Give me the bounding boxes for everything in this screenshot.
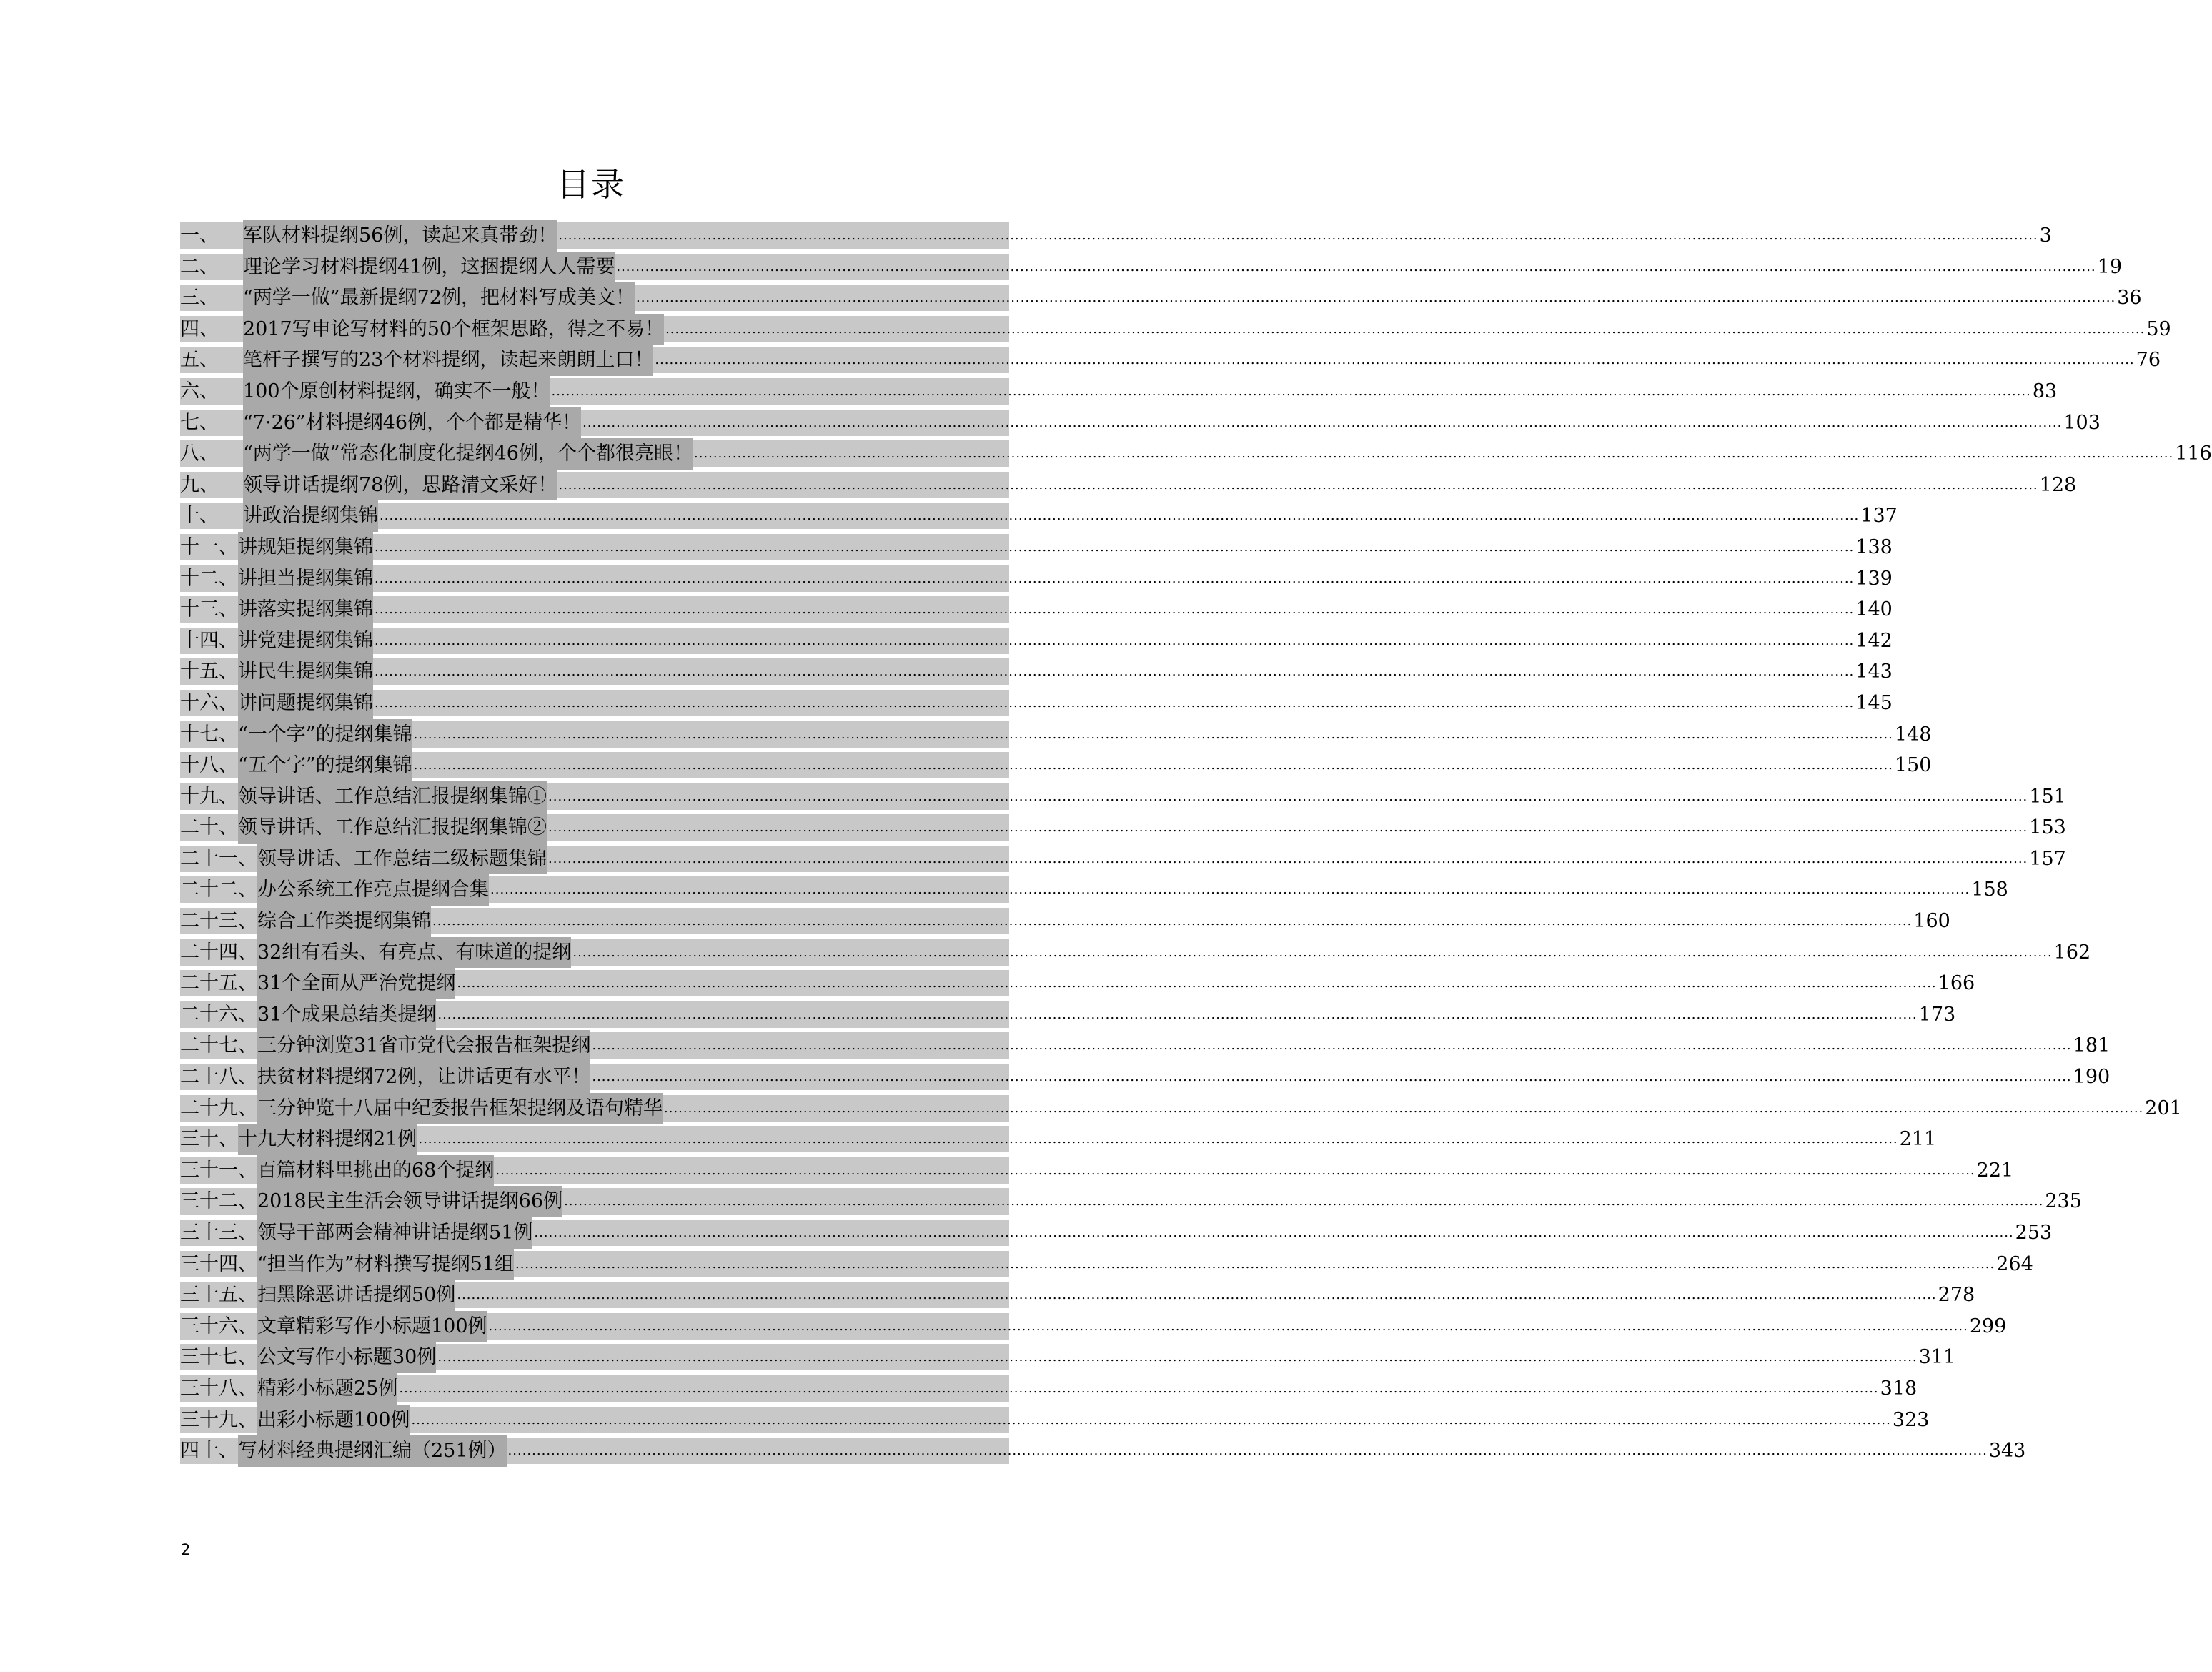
toc-entry-title[interactable]: 精彩小标题25例 xyxy=(257,1373,397,1405)
toc-entry-number: 三、 xyxy=(180,287,219,310)
toc-entry-title[interactable]: 理论学习材料提纲41例，这捆提纲人人需要 xyxy=(243,252,615,283)
toc-entry-title[interactable]: 文章精彩写作小标题100例 xyxy=(257,1311,487,1342)
toc-entry[interactable] xyxy=(180,1249,2033,1280)
toc-entry-page-number[interactable]: 140 xyxy=(1855,598,1893,621)
toc-entry-line xyxy=(180,500,1898,532)
toc-dot-leader xyxy=(515,1249,1995,1280)
toc-entry-number: 二十九、 xyxy=(180,1097,257,1119)
toc-entry-number: 九、 xyxy=(180,473,219,496)
toc-entry-line xyxy=(180,906,1950,937)
toc-dot-leader xyxy=(558,470,2038,501)
toc-entry-line xyxy=(180,1093,2182,1124)
toc-entry[interactable] xyxy=(180,220,2052,252)
toc-entry-number: 二十七、 xyxy=(180,1034,257,1057)
toc-entry-line xyxy=(180,812,2066,844)
toc-entry-number: 十五、 xyxy=(180,661,238,683)
toc-entry-title[interactable]: 十九大材料提纲21例 xyxy=(238,1124,417,1155)
toc-entry-title[interactable]: 32组有看头、有亮点、有味道的提纲 xyxy=(257,937,571,969)
toc-entry-line xyxy=(180,656,1893,688)
toc-entry-number: 三十九、 xyxy=(180,1408,257,1431)
toc-entry-title[interactable]: 讲党建提纲集锦 xyxy=(238,625,373,657)
toc-entry[interactable] xyxy=(180,1093,2182,1124)
toc-entry-line xyxy=(180,1249,2033,1280)
toc-dot-leader xyxy=(457,1280,1936,1311)
toc-dot-leader xyxy=(399,1373,1878,1405)
toc-entry-page-number[interactable]: 235 xyxy=(2045,1190,2082,1213)
toc-entry-title[interactable]: 办公系统工作亮点提纲合集 xyxy=(257,874,489,906)
toc-entry-number: 一、 xyxy=(180,224,219,247)
toc-entry-line xyxy=(180,1405,1930,1436)
toc-entry-line xyxy=(180,314,2171,345)
toc-entry-number: 五、 xyxy=(180,349,219,372)
toc-entry-number: 二十四、 xyxy=(180,941,257,964)
toc-entry-title[interactable]: 公文写作小标题30例 xyxy=(257,1342,436,1373)
toc-dot-leader xyxy=(534,1217,2013,1249)
toc-dot-leader xyxy=(592,1030,2071,1062)
toc-dot-leader xyxy=(616,252,2096,283)
toc-entry-line xyxy=(180,874,2008,906)
toc-dot-leader xyxy=(437,999,1917,1031)
toc-entry-page-number[interactable]: 162 xyxy=(2053,941,2091,964)
toc-entry-line xyxy=(180,999,1956,1031)
toc-entry[interactable] xyxy=(180,407,2101,439)
toc-entry[interactable] xyxy=(180,282,2142,314)
toc-dot-leader xyxy=(664,1093,2143,1124)
toc-entry-title[interactable]: 31个全面从严治党提纲 xyxy=(257,968,455,999)
toc-entry-line xyxy=(180,252,2122,283)
toc-entry-number: 三十八、 xyxy=(180,1377,257,1400)
toc-entry-page-number[interactable]: 190 xyxy=(2073,1066,2111,1089)
toc-entry-number: 十四、 xyxy=(180,629,238,652)
toc-entry-number: 二十二、 xyxy=(180,879,257,901)
toc-dot-leader xyxy=(437,1342,1917,1373)
footer-page-number: 2 xyxy=(181,1541,191,1558)
toc-dot-leader xyxy=(414,719,1893,751)
toc-entry-number: 三十五、 xyxy=(180,1284,257,1307)
toc-entry[interactable] xyxy=(180,656,1893,688)
toc-dot-leader xyxy=(548,812,2028,844)
toc-entry-page-number[interactable]: 138 xyxy=(1855,535,1893,558)
toc-entry-line xyxy=(180,750,1932,781)
toc-entry[interactable] xyxy=(180,1155,2014,1187)
toc-entry[interactable] xyxy=(180,438,2212,470)
toc-dot-leader xyxy=(375,656,1854,688)
toc-entry-page-number[interactable]: 36 xyxy=(2117,287,2142,310)
toc-dot-leader xyxy=(432,906,1912,937)
toc-entry-page-number[interactable]: 103 xyxy=(2063,411,2101,434)
toc-entry-number: 六、 xyxy=(180,380,219,402)
toc-entry-number: 七、 xyxy=(180,411,219,434)
toc-dot-leader xyxy=(490,874,1970,906)
toc-entry-line xyxy=(180,1311,2007,1342)
toc-dot-leader xyxy=(457,968,1936,999)
toc-entry-line xyxy=(180,1435,2026,1467)
toc-entry[interactable] xyxy=(180,532,1893,563)
toc-entry[interactable] xyxy=(180,594,1893,625)
toc-entry-page-number[interactable]: 3 xyxy=(2039,224,2052,247)
toc-entry-number: 三十七、 xyxy=(180,1346,257,1369)
toc-entry-line xyxy=(180,719,1932,751)
toc-entry-page-number[interactable]: 181 xyxy=(2073,1034,2111,1057)
toc-entry-title[interactable]: 100个原创材料提纲，确实不一般！ xyxy=(243,376,550,407)
toc-entry-number: 十六、 xyxy=(180,691,238,714)
toc-entry-page-number[interactable]: 151 xyxy=(2029,785,2066,808)
toc-dot-leader xyxy=(375,625,1854,657)
toc-entry-number: 三十四、 xyxy=(180,1252,257,1275)
toc-entry-page-number[interactable]: 160 xyxy=(1913,910,1950,933)
toc-entry-title[interactable]: 领导讲话、工作总结汇报提纲集锦② xyxy=(238,812,547,844)
toc-entry-title[interactable]: 出彩小标题100例 xyxy=(257,1405,410,1436)
toc-entry[interactable] xyxy=(180,874,2008,906)
toc-entry-line xyxy=(180,781,2066,813)
toc-entry[interactable] xyxy=(180,1311,2007,1342)
toc-entry[interactable] xyxy=(180,906,1950,937)
toc-dot-leader xyxy=(489,1311,1968,1342)
toc-entry-line xyxy=(180,220,2052,252)
toc-entry-number: 三十二、 xyxy=(180,1190,257,1213)
toc-entry[interactable] xyxy=(180,937,2091,969)
toc-dot-leader xyxy=(495,1155,1975,1187)
toc-entry-line xyxy=(180,407,2101,439)
toc-entry-page-number[interactable]: 173 xyxy=(1918,1003,1956,1026)
toc-entry[interactable] xyxy=(180,625,1893,657)
toc-entry-line xyxy=(180,844,2066,875)
toc-entry-page-number[interactable]: 145 xyxy=(1855,691,1893,714)
toc-entry-number: 二十、 xyxy=(180,816,238,839)
toc-dot-leader xyxy=(558,220,2038,252)
toc-entry-number: 三十三、 xyxy=(180,1222,257,1244)
toc-entry[interactable] xyxy=(180,719,1932,751)
toc-dot-leader xyxy=(412,1405,1891,1436)
toc-entry-page-number[interactable]: 150 xyxy=(1894,754,1932,777)
toc-entry-page-number[interactable]: 278 xyxy=(1938,1284,1975,1307)
toc-entry-page-number[interactable]: 166 xyxy=(1938,972,1975,995)
toc-entry-number: 八、 xyxy=(180,442,219,465)
toc-entry[interactable] xyxy=(180,314,2171,345)
toc-entry-page-number[interactable]: 157 xyxy=(2029,847,2066,870)
toc-entry-number: 十八、 xyxy=(180,754,238,777)
toc-entry-title[interactable]: 讲民生提纲集锦 xyxy=(238,656,373,688)
toc-entry-title[interactable]: 扫黑除恶讲话提纲50例 xyxy=(257,1280,455,1311)
toc-entry-line xyxy=(180,594,1893,625)
toc-entry-number: 十一、 xyxy=(180,535,238,558)
toc-entry-number: 三十、 xyxy=(180,1128,238,1151)
toc-entry[interactable] xyxy=(180,968,1975,999)
toc-entry-page-number[interactable]: 142 xyxy=(1855,629,1893,652)
toc-entry-number: 十九、 xyxy=(180,785,238,808)
toc-entry[interactable] xyxy=(180,345,2161,376)
toc-entry-number: 三十一、 xyxy=(180,1159,257,1182)
toc-entry-number: 十、 xyxy=(180,505,219,528)
toc-entry-title[interactable]: 百篇材料里挑出的68个提纲 xyxy=(257,1155,494,1187)
toc-entry-page-number[interactable]: 343 xyxy=(1988,1440,2026,1463)
toc-entry-line xyxy=(180,438,2212,470)
toc-entry-page-number[interactable]: 221 xyxy=(1976,1159,2014,1182)
toc-dot-leader xyxy=(582,407,2062,439)
toc-entry[interactable] xyxy=(180,1186,2082,1217)
toc-entry[interactable] xyxy=(180,1217,2053,1249)
toc-entry-page-number[interactable]: 153 xyxy=(2029,816,2066,839)
toc-entry-title[interactable]: 讲担当提纲集锦 xyxy=(238,563,373,595)
toc-entry-title[interactable]: “两学一做”常态化制度化提纲46例，个个都很亮眼！ xyxy=(243,438,693,470)
toc-entry-number: 二十三、 xyxy=(180,910,257,933)
toc-entry[interactable] xyxy=(180,500,1898,532)
toc-entry-line xyxy=(180,1030,2111,1062)
toc-entry-title[interactable]: 扶贫材料提纲72例，让讲话更有水平！ xyxy=(257,1062,590,1093)
toc-dot-leader xyxy=(655,345,2134,376)
table-of-contents xyxy=(180,220,2212,1467)
toc-entry-title[interactable]: 讲落实提纲集锦 xyxy=(238,594,373,625)
toc-entry-line xyxy=(180,625,1893,657)
toc-entry-line xyxy=(180,937,2091,969)
toc-entry-number: 二十一、 xyxy=(180,847,257,870)
toc-entry-number: 十七、 xyxy=(180,723,238,746)
toc-entry-title[interactable]: 笔杆子撰写的23个材料提纲，读起来朗朗上口！ xyxy=(243,345,653,376)
toc-dot-leader xyxy=(414,750,1893,781)
toc-entry[interactable] xyxy=(180,1124,1937,1155)
toc-entry-page-number[interactable]: 19 xyxy=(2097,255,2122,278)
toc-entry-title[interactable]: 三分钟览十八届中纪委报告框架提纲及语句精华 xyxy=(257,1093,663,1124)
toc-entry-page-number[interactable]: 76 xyxy=(2136,349,2161,372)
toc-entry[interactable] xyxy=(180,781,2066,813)
toc-entry-page-number[interactable]: 59 xyxy=(2146,317,2171,340)
toc-entry[interactable] xyxy=(180,750,1932,781)
toc-entry[interactable] xyxy=(180,999,1956,1031)
page-title: 目录 xyxy=(557,165,625,204)
toc-entry[interactable] xyxy=(180,1435,2026,1467)
toc-entry-page-number[interactable]: 253 xyxy=(2015,1222,2053,1244)
toc-entry-page-number[interactable]: 323 xyxy=(1892,1408,1930,1431)
toc-entry-number: 十三、 xyxy=(180,598,238,621)
toc-entry-page-number[interactable]: 139 xyxy=(1855,567,1893,590)
toc-entry-title[interactable]: 写材料经典提纲汇编（251例） xyxy=(238,1435,507,1467)
toc-dot-leader xyxy=(572,937,2052,969)
toc-entry-page-number[interactable]: 137 xyxy=(1860,505,1898,528)
toc-entry-number: 十二、 xyxy=(180,567,238,590)
toc-entry-title[interactable]: 领导干部两会精神讲话提纲51例 xyxy=(257,1217,532,1249)
toc-dot-leader xyxy=(548,781,2028,813)
toc-entry-title[interactable]: 三分钟浏览31省市党代会报告框架提纲 xyxy=(257,1030,590,1062)
toc-entry-page-number[interactable]: 211 xyxy=(1899,1128,1937,1151)
toc-entry-page-number[interactable]: 299 xyxy=(1969,1315,2007,1337)
toc-entry-line xyxy=(180,1373,1918,1405)
toc-entry-line xyxy=(180,1342,1956,1373)
toc-dot-leader xyxy=(694,438,2173,470)
toc-entry-title[interactable]: 领导讲话提纲78例，思路清文采好！ xyxy=(243,470,557,501)
toc-entry[interactable] xyxy=(180,1405,1930,1436)
toc-entry-title[interactable]: 综合工作类提纲集锦 xyxy=(257,906,431,937)
toc-entry-title[interactable]: 领导讲话、工作总结二级标题集锦 xyxy=(257,844,547,875)
toc-dot-leader xyxy=(564,1186,2043,1217)
toc-entry-number: 二、 xyxy=(180,255,219,278)
toc-dot-leader xyxy=(380,500,1859,532)
toc-entry-line xyxy=(180,1186,2082,1217)
toc-dot-leader xyxy=(592,1062,2071,1093)
toc-entry-line xyxy=(180,563,1893,595)
toc-entry-line xyxy=(180,532,1893,563)
toc-entry[interactable] xyxy=(180,1062,2111,1093)
toc-entry-line xyxy=(180,1280,1975,1311)
toc-entry-title[interactable]: “一个字”的提纲集锦 xyxy=(238,719,412,751)
toc-dot-leader xyxy=(418,1124,1898,1155)
toc-dot-leader xyxy=(375,532,1854,563)
toc-entry-line xyxy=(180,968,1975,999)
toc-dot-leader xyxy=(636,282,2116,314)
toc-entry-title[interactable]: 讲政治提纲集锦 xyxy=(243,500,378,532)
toc-dot-leader xyxy=(548,844,2028,875)
toc-entry-title[interactable]: 军队材料提纲56例，读起来真带劲！ xyxy=(243,220,557,252)
toc-entry[interactable] xyxy=(180,1342,1956,1373)
toc-entry-page-number[interactable]: 148 xyxy=(1894,723,1932,746)
toc-entry-page-number[interactable]: 318 xyxy=(1880,1377,1918,1400)
toc-entry-line xyxy=(180,688,1893,719)
toc-entry-line xyxy=(180,1124,1937,1155)
toc-entry-number: 四十、 xyxy=(180,1440,238,1463)
toc-entry-page-number[interactable]: 158 xyxy=(1971,879,2008,901)
toc-dot-leader xyxy=(375,688,1854,719)
toc-entry-page-number[interactable]: 264 xyxy=(1996,1252,2033,1275)
toc-entry-page-number[interactable]: 201 xyxy=(2145,1097,2182,1119)
toc-dot-leader xyxy=(375,563,1854,595)
toc-entry-title[interactable]: 31个成果总结类提纲 xyxy=(257,999,436,1031)
toc-dot-leader xyxy=(665,314,2145,345)
toc-entry-title[interactable]: 讲问题提纲集锦 xyxy=(238,688,373,719)
toc-entry-title[interactable]: “五个字”的提纲集锦 xyxy=(238,750,412,781)
toc-entry-title[interactable]: 讲规矩提纲集锦 xyxy=(238,532,373,563)
toc-entry-title[interactable]: 领导讲话、工作总结汇报提纲集锦① xyxy=(238,781,547,813)
toc-entry-title[interactable]: “7·26”材料提纲46例，个个都是精华！ xyxy=(243,407,581,439)
toc-entry-page-number[interactable]: 116 xyxy=(2175,442,2212,465)
toc-entry-page-number[interactable]: 311 xyxy=(1918,1346,1956,1369)
toc-entry[interactable] xyxy=(180,688,1893,719)
toc-entry-line xyxy=(180,376,2058,407)
toc-entry-line xyxy=(180,1155,2014,1187)
toc-entry-number: 二十六、 xyxy=(180,1003,257,1026)
toc-entry[interactable] xyxy=(180,1280,1975,1311)
toc-entry-line xyxy=(180,470,2077,501)
toc-entry-title[interactable]: 2017写申论写材料的50个框架思路，得之不易！ xyxy=(243,314,664,345)
toc-entry-line xyxy=(180,1217,2053,1249)
toc-entry-title[interactable]: “两学一做”最新提纲72例，把材料写成美文！ xyxy=(243,282,635,314)
toc-entry-number: 二十八、 xyxy=(180,1066,257,1089)
toc-entry-number: 四、 xyxy=(180,317,219,340)
toc-dot-leader xyxy=(375,594,1854,625)
toc-entry[interactable] xyxy=(180,470,2077,501)
toc-entry-number: 二十五、 xyxy=(180,972,257,995)
toc-entry[interactable] xyxy=(180,1373,1918,1405)
toc-entry[interactable] xyxy=(180,812,2066,844)
toc-entry-title[interactable]: “担当作为”材料撰写提纲51组 xyxy=(257,1249,514,1280)
toc-entry-page-number[interactable]: 143 xyxy=(1855,661,1893,683)
toc-entry-page-number[interactable]: 83 xyxy=(2032,380,2058,402)
toc-entry[interactable] xyxy=(180,1030,2111,1062)
toc-entry-title[interactable]: 2018民主生活会领导讲话提纲66例 xyxy=(257,1186,562,1217)
toc-entry-line xyxy=(180,282,2142,314)
toc-entry-line xyxy=(180,345,2161,376)
toc-entry-line xyxy=(180,1062,2111,1093)
toc-entry[interactable] xyxy=(180,844,2066,875)
toc-entry-page-number[interactable]: 128 xyxy=(2039,473,2077,496)
toc-entry[interactable] xyxy=(180,563,1893,595)
toc-entry[interactable] xyxy=(180,252,2122,283)
toc-dot-leader xyxy=(508,1435,1988,1467)
toc-entry-number: 三十六、 xyxy=(180,1315,257,1337)
toc-entry[interactable] xyxy=(180,376,2058,407)
toc-dot-leader xyxy=(552,376,2031,407)
